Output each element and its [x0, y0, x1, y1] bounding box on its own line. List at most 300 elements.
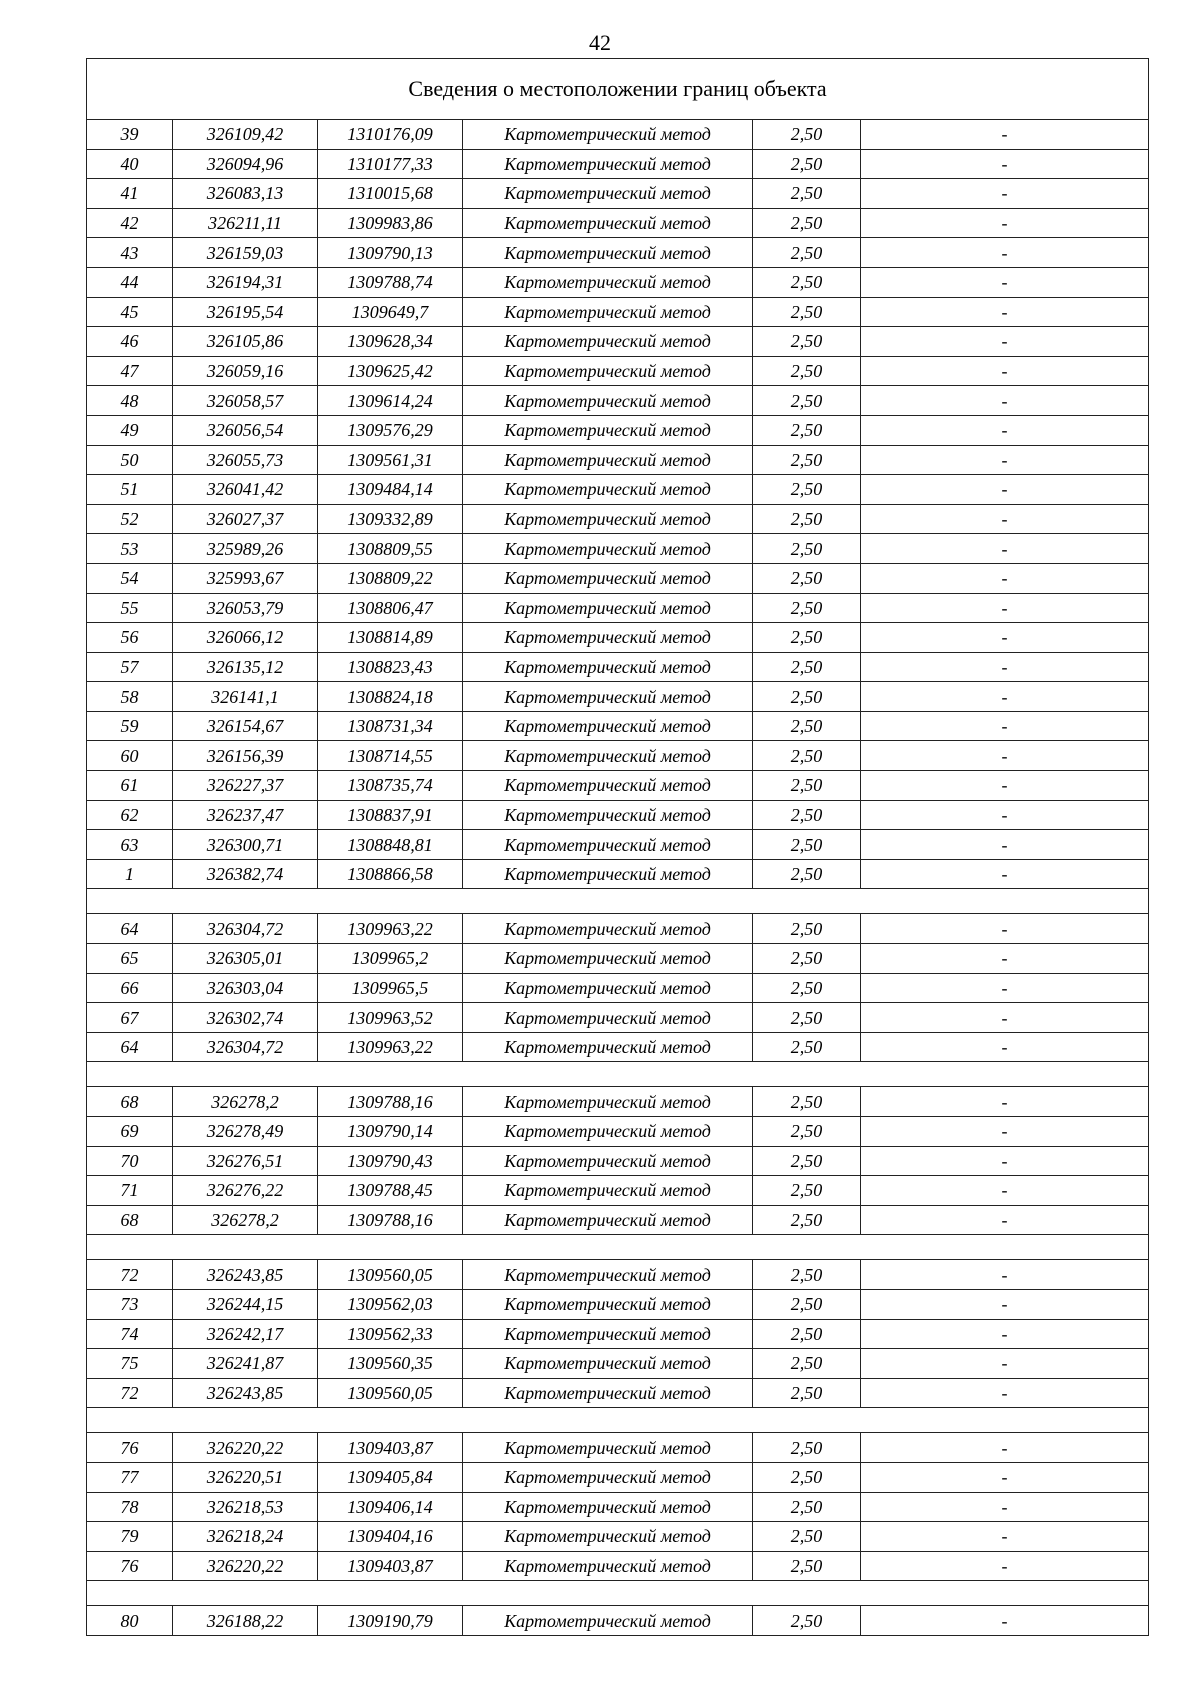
description-cell: - [861, 386, 1149, 416]
method-cell: Картометрический метод [463, 563, 753, 593]
table-row [87, 1551, 1149, 1581]
point-number-cell: 53 [87, 534, 173, 564]
accuracy-cell: 2,50 [753, 711, 861, 741]
y-coordinate-cell: 1309965,5 [318, 973, 463, 1003]
y-coordinate-cell: 1308809,55 [318, 534, 463, 564]
accuracy-cell: 2,50 [753, 1205, 861, 1235]
table-row [87, 386, 1149, 416]
x-coordinate-cell: 326243,85 [173, 1378, 318, 1408]
table-row [87, 1087, 1149, 1117]
accuracy-cell: 2,50 [753, 1378, 861, 1408]
point-number-cell: 64 [87, 914, 173, 944]
y-coordinate-cell: 1309983,86 [318, 208, 463, 238]
description-cell: - [861, 1087, 1149, 1117]
y-coordinate-cell: 1309788,45 [318, 1176, 463, 1206]
table-row [87, 208, 1149, 238]
x-coordinate-cell: 326109,42 [173, 120, 318, 150]
accuracy-cell: 2,50 [753, 1146, 861, 1176]
accuracy-cell: 2,50 [753, 652, 861, 682]
description-cell: - [861, 1117, 1149, 1147]
x-coordinate-cell: 326218,24 [173, 1522, 318, 1552]
accuracy-cell: 2,50 [753, 179, 861, 209]
point-number-cell: 56 [87, 623, 173, 653]
table-row [87, 1205, 1149, 1235]
description-cell: - [861, 1349, 1149, 1379]
method-cell: Картометрический метод [463, 830, 753, 860]
point-number-cell: 41 [87, 179, 173, 209]
method-cell: Картометрический метод [463, 415, 753, 445]
x-coordinate-cell: 326304,72 [173, 914, 318, 944]
table-row [87, 1176, 1149, 1206]
description-cell: - [861, 1260, 1149, 1290]
table-row [87, 534, 1149, 564]
point-number-cell: 40 [87, 149, 173, 179]
table-row [87, 1117, 1149, 1147]
description-cell: - [861, 1462, 1149, 1492]
description-cell: - [861, 1003, 1149, 1033]
x-coordinate-cell: 326220,51 [173, 1462, 318, 1492]
point-number-cell: 64 [87, 1032, 173, 1062]
y-coordinate-cell: 1308848,81 [318, 830, 463, 860]
separator-cell [87, 1235, 1149, 1260]
point-number-cell: 52 [87, 504, 173, 534]
table-row [87, 1003, 1149, 1033]
method-cell: Картометрический метод [463, 771, 753, 801]
y-coordinate-cell: 1309484,14 [318, 475, 463, 505]
point-number-cell: 55 [87, 593, 173, 623]
method-cell: Картометрический метод [463, 1032, 753, 1062]
method-cell: Картометрический метод [463, 859, 753, 889]
table-row [87, 356, 1149, 386]
y-coordinate-cell: 1309788,74 [318, 267, 463, 297]
accuracy-cell: 2,50 [753, 267, 861, 297]
section-separator-row [87, 1408, 1149, 1433]
description-cell: - [861, 563, 1149, 593]
point-number-cell: 58 [87, 682, 173, 712]
accuracy-cell: 2,50 [753, 149, 861, 179]
x-coordinate-cell: 326278,49 [173, 1117, 318, 1147]
point-number-cell: 65 [87, 944, 173, 974]
description-cell: - [861, 1378, 1149, 1408]
accuracy-cell: 2,50 [753, 623, 861, 653]
table-row [87, 944, 1149, 974]
section-separator-row [87, 1062, 1149, 1087]
table-row [87, 1032, 1149, 1062]
accuracy-cell: 2,50 [753, 1462, 861, 1492]
x-coordinate-cell: 326242,17 [173, 1319, 318, 1349]
accuracy-cell: 2,50 [753, 593, 861, 623]
method-cell: Картометрический метод [463, 1378, 753, 1408]
y-coordinate-cell: 1308735,74 [318, 771, 463, 801]
table-row [87, 1378, 1149, 1408]
point-number-cell: 69 [87, 1117, 173, 1147]
table-row [87, 1606, 1149, 1636]
method-cell: Картометрический метод [463, 1551, 753, 1581]
point-number-cell: 72 [87, 1378, 173, 1408]
point-number-cell: 66 [87, 973, 173, 1003]
x-coordinate-cell: 326027,37 [173, 504, 318, 534]
point-number-cell: 67 [87, 1003, 173, 1033]
point-number-cell: 74 [87, 1319, 173, 1349]
table-row [87, 1319, 1149, 1349]
method-cell: Картометрический метод [463, 267, 753, 297]
method-cell: Картометрический метод [463, 120, 753, 150]
point-number-cell: 73 [87, 1289, 173, 1319]
description-cell: - [861, 1319, 1149, 1349]
y-coordinate-cell: 1308809,22 [318, 563, 463, 593]
accuracy-cell: 2,50 [753, 1492, 861, 1522]
accuracy-cell: 2,50 [753, 1606, 861, 1636]
y-coordinate-cell: 1309406,14 [318, 1492, 463, 1522]
page-number: 42 [589, 30, 611, 55]
separator-cell [87, 1062, 1149, 1087]
point-number-cell: 45 [87, 297, 173, 327]
accuracy-cell: 2,50 [753, 1176, 861, 1206]
accuracy-cell: 2,50 [753, 1003, 861, 1033]
table-row [87, 1289, 1149, 1319]
accuracy-cell: 2,50 [753, 1117, 861, 1147]
point-number-cell: 78 [87, 1492, 173, 1522]
method-cell: Картометрический метод [463, 1289, 753, 1319]
description-cell: - [861, 238, 1149, 268]
point-number-cell: 43 [87, 238, 173, 268]
description-cell: - [861, 1522, 1149, 1552]
method-cell: Картометрический метод [463, 593, 753, 623]
accuracy-cell: 2,50 [753, 1522, 861, 1552]
x-coordinate-cell: 326220,22 [173, 1433, 318, 1463]
boundary-coordinates-table [86, 58, 1149, 1636]
separator-cell [87, 1581, 1149, 1606]
point-number-cell: 39 [87, 120, 173, 150]
y-coordinate-cell: 1309562,03 [318, 1289, 463, 1319]
method-cell: Картометрический метод [463, 944, 753, 974]
method-cell: Картометрический метод [463, 623, 753, 653]
x-coordinate-cell: 326382,74 [173, 859, 318, 889]
y-coordinate-cell: 1309614,24 [318, 386, 463, 416]
x-coordinate-cell: 326303,04 [173, 973, 318, 1003]
point-number-cell: 77 [87, 1462, 173, 1492]
description-cell: - [861, 711, 1149, 741]
y-coordinate-cell: 1310177,33 [318, 149, 463, 179]
x-coordinate-cell: 326059,16 [173, 356, 318, 386]
x-coordinate-cell: 326156,39 [173, 741, 318, 771]
description-cell: - [861, 1606, 1149, 1636]
point-number-cell: 80 [87, 1606, 173, 1636]
accuracy-cell: 2,50 [753, 800, 861, 830]
accuracy-cell: 2,50 [753, 415, 861, 445]
table-row [87, 297, 1149, 327]
table-row [87, 830, 1149, 860]
table-row [87, 1433, 1149, 1463]
accuracy-cell: 2,50 [753, 208, 861, 238]
description-cell: - [861, 120, 1149, 150]
table-row [87, 623, 1149, 653]
y-coordinate-cell: 1309403,87 [318, 1433, 463, 1463]
accuracy-cell: 2,50 [753, 386, 861, 416]
x-coordinate-cell: 326188,22 [173, 1606, 318, 1636]
point-number-cell: 1 [87, 859, 173, 889]
x-coordinate-cell: 326135,12 [173, 652, 318, 682]
method-cell: Картометрический метод [463, 973, 753, 1003]
point-number-cell: 42 [87, 208, 173, 238]
point-number-cell: 57 [87, 652, 173, 682]
table-row [87, 800, 1149, 830]
y-coordinate-cell: 1309790,13 [318, 238, 463, 268]
x-coordinate-cell: 326083,13 [173, 179, 318, 209]
table-row [87, 1260, 1149, 1290]
table-body [87, 59, 1149, 1636]
point-number-cell: 76 [87, 1433, 173, 1463]
x-coordinate-cell: 326105,86 [173, 327, 318, 357]
point-number-cell: 61 [87, 771, 173, 801]
accuracy-cell: 2,50 [753, 914, 861, 944]
method-cell: Картометрический метод [463, 1003, 753, 1033]
x-coordinate-cell: 326053,79 [173, 593, 318, 623]
x-coordinate-cell: 326241,87 [173, 1349, 318, 1379]
accuracy-cell: 2,50 [753, 1319, 861, 1349]
point-number-cell: 75 [87, 1349, 173, 1379]
y-coordinate-cell: 1309404,16 [318, 1522, 463, 1552]
table-row [87, 504, 1149, 534]
x-coordinate-cell: 325993,67 [173, 563, 318, 593]
accuracy-cell: 2,50 [753, 741, 861, 771]
accuracy-cell: 2,50 [753, 1032, 861, 1062]
description-cell: - [861, 973, 1149, 1003]
accuracy-cell: 2,50 [753, 534, 861, 564]
table-row [87, 914, 1149, 944]
y-coordinate-cell: 1309576,29 [318, 415, 463, 445]
table-row [87, 120, 1149, 150]
method-cell: Картометрический метод [463, 297, 753, 327]
accuracy-cell: 2,50 [753, 120, 861, 150]
description-cell: - [861, 800, 1149, 830]
y-coordinate-cell: 1309790,43 [318, 1146, 463, 1176]
point-number-cell: 48 [87, 386, 173, 416]
accuracy-cell: 2,50 [753, 859, 861, 889]
y-coordinate-cell: 1309561,31 [318, 445, 463, 475]
accuracy-cell: 2,50 [753, 238, 861, 268]
description-cell: - [861, 1492, 1149, 1522]
method-cell: Картометрический метод [463, 1462, 753, 1492]
accuracy-cell: 2,50 [753, 830, 861, 860]
method-cell: Картометрический метод [463, 1319, 753, 1349]
method-cell: Картометрический метод [463, 914, 753, 944]
method-cell: Картометрический метод [463, 504, 753, 534]
table-row [87, 741, 1149, 771]
x-coordinate-cell: 326218,53 [173, 1492, 318, 1522]
description-cell: - [861, 830, 1149, 860]
accuracy-cell: 2,50 [753, 1551, 861, 1581]
method-cell: Картометрический метод [463, 1522, 753, 1552]
y-coordinate-cell: 1309963,52 [318, 1003, 463, 1033]
point-number-cell: 70 [87, 1146, 173, 1176]
method-cell: Картометрический метод [463, 711, 753, 741]
table-row [87, 267, 1149, 297]
y-coordinate-cell: 1309560,05 [318, 1260, 463, 1290]
y-coordinate-cell: 1309788,16 [318, 1205, 463, 1235]
table-row [87, 711, 1149, 741]
description-cell: - [861, 623, 1149, 653]
method-cell: Картометрический метод [463, 741, 753, 771]
point-number-cell: 68 [87, 1087, 173, 1117]
description-cell: - [861, 1146, 1149, 1176]
x-coordinate-cell: 326211,11 [173, 208, 318, 238]
x-coordinate-cell: 326194,31 [173, 267, 318, 297]
y-coordinate-cell: 1308814,89 [318, 623, 463, 653]
method-cell: Картометрический метод [463, 1176, 753, 1206]
y-coordinate-cell: 1309562,33 [318, 1319, 463, 1349]
accuracy-cell: 2,50 [753, 1349, 861, 1379]
accuracy-cell: 2,50 [753, 1289, 861, 1319]
y-coordinate-cell: 1309560,35 [318, 1349, 463, 1379]
description-cell: - [861, 267, 1149, 297]
table-row [87, 563, 1149, 593]
y-coordinate-cell: 1309405,84 [318, 1462, 463, 1492]
description-cell: - [861, 356, 1149, 386]
table-row [87, 1146, 1149, 1176]
method-cell: Картометрический метод [463, 238, 753, 268]
description-cell: - [861, 593, 1149, 623]
y-coordinate-cell: 1309628,34 [318, 327, 463, 357]
x-coordinate-cell: 326094,96 [173, 149, 318, 179]
x-coordinate-cell: 326195,54 [173, 297, 318, 327]
y-coordinate-cell: 1309788,16 [318, 1087, 463, 1117]
accuracy-cell: 2,50 [753, 1260, 861, 1290]
y-coordinate-cell: 1308866,58 [318, 859, 463, 889]
point-number-cell: 62 [87, 800, 173, 830]
accuracy-cell: 2,50 [753, 1087, 861, 1117]
y-coordinate-cell: 1308714,55 [318, 741, 463, 771]
y-coordinate-cell: 1308823,43 [318, 652, 463, 682]
table-row [87, 652, 1149, 682]
x-coordinate-cell: 326056,54 [173, 415, 318, 445]
x-coordinate-cell: 326220,22 [173, 1551, 318, 1581]
y-coordinate-cell: 1310176,09 [318, 120, 463, 150]
point-number-cell: 47 [87, 356, 173, 386]
accuracy-cell: 2,50 [753, 445, 861, 475]
method-cell: Картометрический метод [463, 1205, 753, 1235]
x-coordinate-cell: 326302,74 [173, 1003, 318, 1033]
y-coordinate-cell: 1309963,22 [318, 914, 463, 944]
description-cell: - [861, 944, 1149, 974]
x-coordinate-cell: 326159,03 [173, 238, 318, 268]
point-number-cell: 76 [87, 1551, 173, 1581]
separator-cell [87, 1408, 1149, 1433]
x-coordinate-cell: 326154,67 [173, 711, 318, 741]
method-cell: Картометрический метод [463, 1146, 753, 1176]
point-number-cell: 68 [87, 1205, 173, 1235]
method-cell: Картометрический метод [463, 149, 753, 179]
description-cell: - [861, 1289, 1149, 1319]
description-cell: - [861, 859, 1149, 889]
method-cell: Картометрический метод [463, 1433, 753, 1463]
x-coordinate-cell: 325989,26 [173, 534, 318, 564]
table-row [87, 1522, 1149, 1552]
method-cell: Картометрический метод [463, 1349, 753, 1379]
description-cell: - [861, 504, 1149, 534]
description-cell: - [861, 1205, 1149, 1235]
description-cell: - [861, 415, 1149, 445]
point-number-cell: 79 [87, 1522, 173, 1552]
y-coordinate-cell: 1309560,05 [318, 1378, 463, 1408]
x-coordinate-cell: 326305,01 [173, 944, 318, 974]
x-coordinate-cell: 326276,51 [173, 1146, 318, 1176]
point-number-cell: 51 [87, 475, 173, 505]
method-cell: Картометрический метод [463, 327, 753, 357]
point-number-cell: 54 [87, 563, 173, 593]
description-cell: - [861, 771, 1149, 801]
method-cell: Картометрический метод [463, 1117, 753, 1147]
accuracy-cell: 2,50 [753, 475, 861, 505]
method-cell: Картометрический метод [463, 800, 753, 830]
table-row [87, 682, 1149, 712]
y-coordinate-cell: 1308806,47 [318, 593, 463, 623]
y-coordinate-cell: 1308837,91 [318, 800, 463, 830]
method-cell: Картометрический метод [463, 356, 753, 386]
table-title: Сведения о местоположении границ объекта [87, 59, 1149, 120]
point-number-cell: 44 [87, 267, 173, 297]
section-separator-row [87, 1581, 1149, 1606]
x-coordinate-cell: 326278,2 [173, 1087, 318, 1117]
table-row [87, 771, 1149, 801]
point-number-cell: 72 [87, 1260, 173, 1290]
table-row [87, 1462, 1149, 1492]
y-coordinate-cell: 1308824,18 [318, 682, 463, 712]
method-cell: Картометрический метод [463, 445, 753, 475]
x-coordinate-cell: 326278,2 [173, 1205, 318, 1235]
description-cell: - [861, 534, 1149, 564]
point-number-cell: 60 [87, 741, 173, 771]
description-cell: - [861, 1433, 1149, 1463]
x-coordinate-cell: 326300,71 [173, 830, 318, 860]
description-cell: - [861, 1032, 1149, 1062]
table-row [87, 973, 1149, 1003]
method-cell: Картометрический метод [463, 682, 753, 712]
description-cell: - [861, 475, 1149, 505]
description-cell: - [861, 327, 1149, 357]
separator-cell [87, 889, 1149, 914]
method-cell: Картометрический метод [463, 652, 753, 682]
point-number-cell: 49 [87, 415, 173, 445]
table-row [87, 475, 1149, 505]
accuracy-cell: 2,50 [753, 682, 861, 712]
table-row [87, 149, 1149, 179]
description-cell: - [861, 1551, 1149, 1581]
description-cell: - [861, 297, 1149, 327]
method-cell: Картометрический метод [463, 1606, 753, 1636]
x-coordinate-cell: 326141,1 [173, 682, 318, 712]
method-cell: Картометрический метод [463, 475, 753, 505]
x-coordinate-cell: 326227,37 [173, 771, 318, 801]
section-separator-row [87, 889, 1149, 914]
y-coordinate-cell: 1309190,79 [318, 1606, 463, 1636]
table-row [87, 593, 1149, 623]
accuracy-cell: 2,50 [753, 563, 861, 593]
method-cell: Картометрический метод [463, 534, 753, 564]
description-cell: - [861, 652, 1149, 682]
section-separator-row [87, 1235, 1149, 1260]
point-number-cell: 71 [87, 1176, 173, 1206]
x-coordinate-cell: 326055,73 [173, 445, 318, 475]
table-row [87, 859, 1149, 889]
description-cell: - [861, 208, 1149, 238]
x-coordinate-cell: 326237,47 [173, 800, 318, 830]
table-row [87, 327, 1149, 357]
y-coordinate-cell: 1309965,2 [318, 944, 463, 974]
accuracy-cell: 2,50 [753, 944, 861, 974]
y-coordinate-cell: 1309625,42 [318, 356, 463, 386]
point-number-cell: 50 [87, 445, 173, 475]
